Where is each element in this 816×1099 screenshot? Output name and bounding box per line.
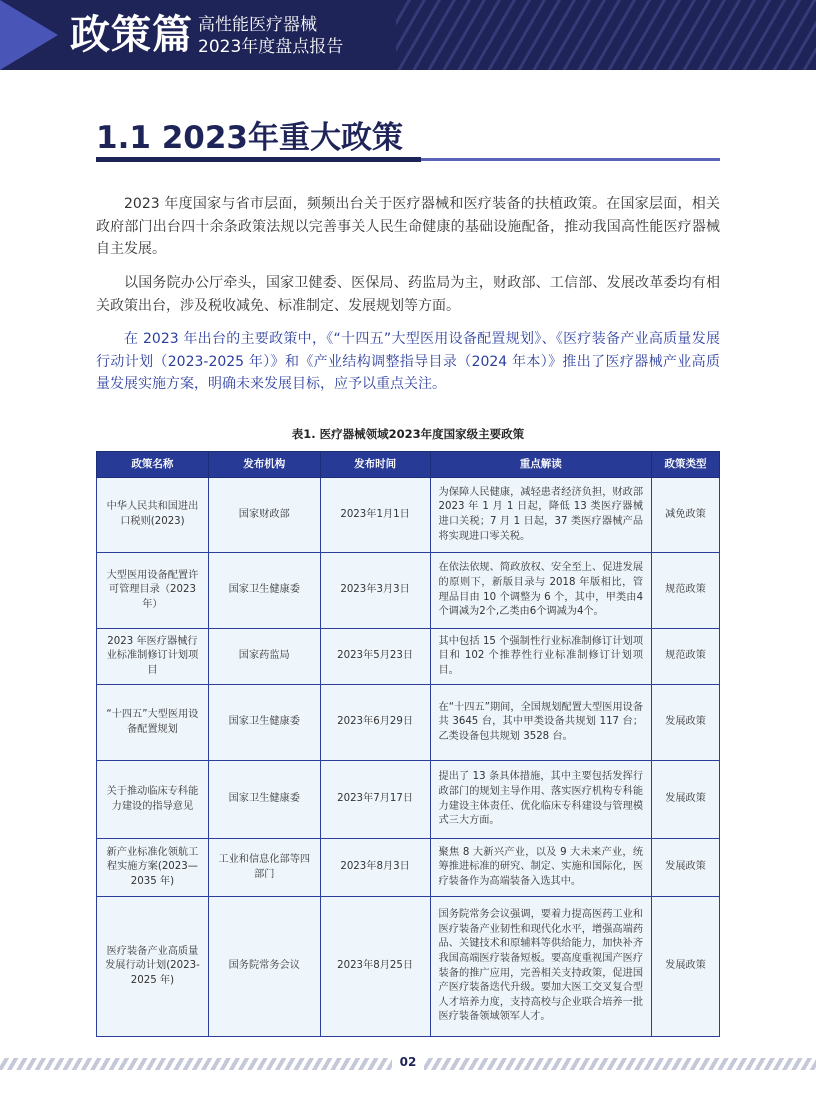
section-rule-accent	[96, 157, 421, 162]
cell-interpretation: 在依法依规、简政放权、安全至上、促进发展的原则下，新版目录与 2018 年版相比，管理品目由 10 个调整为 6 个，其中，甲类由4个调减为2个,乙类由6个调减为4个。	[430, 553, 652, 629]
table-row	[97, 553, 720, 629]
cell-policy-type: 减免政策	[652, 478, 720, 553]
cell-policy-name: 医疗装备产业高质量发展行动计划(2023-2025 年)	[97, 897, 209, 1037]
header-banner	[0, 0, 816, 70]
banner-title: 政策篇	[70, 12, 193, 58]
table-row	[97, 478, 720, 553]
page-number: 02	[399, 1055, 417, 1069]
banner-arrow-icon	[0, 0, 58, 70]
paragraph-2: 以国务院办公厅牵头，国家卫健委、医保局、药监局为主，财政部、工信部、发展改革委均有相关政策出台，涉及税收减免、标准制定、发展规划等方面。	[96, 275, 720, 314]
cell-policy-type: 发展政策	[652, 685, 720, 761]
cell-agency: 国家卫生健康委	[208, 553, 320, 629]
cell-policy-name: 关于推动临床专科能力建设的指导意见	[97, 761, 209, 839]
banner-stripe-decoration	[396, 0, 816, 70]
cell-date: 2023年5月23日	[320, 629, 430, 685]
policy-table	[96, 451, 720, 1037]
cell-interpretation: 提出了 13 条具体措施，其中主要包括发挥行政部门的规划主导作用、落实医疗机构专科能力建设主体责任、优化临床专科建设与管理模式三大方面。	[430, 761, 652, 839]
table-row	[97, 839, 720, 897]
cell-date: 2023年8月25日	[320, 897, 430, 1037]
section-title: 1.1 2023年重大政策	[96, 120, 403, 156]
banner-subtitle	[198, 14, 343, 58]
cell-policy-type: 发展政策	[652, 839, 720, 897]
cell-policy-type: 规范政策	[652, 553, 720, 629]
header-date: 发布时间	[320, 452, 430, 478]
table-row	[97, 897, 720, 1037]
cell-interpretation: 为保障人民健康，减轻患者经济负担，财政部 2023 年 1 月 1 日起，降低 13 类医疗器械进口关税；7 月 1 日起，37 类医疗器械产品将实现进口零关税。	[430, 478, 652, 553]
header-policy-name: 政策名称	[97, 452, 209, 478]
banner-subtitle-line2: 2023年度盘点报告	[198, 37, 344, 57]
paragraph-1: 2023 年度国家与省市层面，频频出台关于医疗器械和医疗装备的扶植政策。在国家层面，相关政府部门出台四十余条政策法规以完善事关人民生命健康的基础设施配备，推动我国高性能医疗器械自主发展。	[96, 196, 720, 257]
cell-policy-name: 大型医用设备配置许可管理目录（2023 年）	[97, 553, 209, 629]
cell-interpretation: 在“十四五”期间，全国规划配置大型医用设备共 3645 台，其中甲类设备共规划 117 台；乙类设备包共规划 3528 台。	[430, 685, 652, 761]
cell-agency: 国家卫生健康委	[208, 685, 320, 761]
cell-date: 2023年1月1日	[320, 478, 430, 553]
header-interpretation: 重点解读	[430, 452, 652, 478]
cell-agency: 工业和信息化部等四部门	[208, 839, 320, 897]
header-agency: 发布机构	[208, 452, 320, 478]
cell-interpretation: 聚焦 8 大新兴产业，以及 9 大未来产业，统筹推进标准的研究、制定、实施和国际化，医疗装备作为高端装备入选其中。	[430, 839, 652, 897]
cell-agency: 国务院常务会议	[208, 897, 320, 1037]
cell-policy-name: 新产业标准化领航工程实施方案(2023—2035 年)	[97, 839, 209, 897]
cell-policy-name: 中华人民共和国进出口税则(2023)	[97, 478, 209, 553]
paragraph-3: 在 2023 年出台的主要政策中，《“十四五”大型医用设备配置规划》、《医疗装备产业高质量发展行动计划（2023-2025 年）》和《产业结构调整指导目录（2024 年本）》推出了医疗器械产业高质量发展实施方案，明确未来发展目标，应予以重点关注。	[96, 331, 720, 392]
table-row	[97, 685, 720, 761]
cell-policy-type: 发展政策	[652, 761, 720, 839]
banner-subtitle-line1: 高性能医疗器械	[198, 15, 317, 35]
table-header-row	[97, 452, 720, 478]
table-row	[97, 761, 720, 839]
footer-stripe-right	[424, 1058, 816, 1070]
cell-policy-name: 2023 年医疗器械行业标准制修订计划项目	[97, 629, 209, 685]
cell-agency: 国家药监局	[208, 629, 320, 685]
cell-date: 2023年7月17日	[320, 761, 430, 839]
cell-date: 2023年8月3日	[320, 839, 430, 897]
table-caption: 表1. 医疗器械领域2023年度国家级主要政策	[291, 427, 525, 441]
footer-stripe-left	[0, 1058, 392, 1070]
table-row	[97, 629, 720, 685]
cell-date: 2023年6月29日	[320, 685, 430, 761]
cell-date: 2023年3月3日	[320, 553, 430, 629]
cell-policy-name: “十四五”大型医用设备配置规划	[97, 685, 209, 761]
cell-agency: 国家卫生健康委	[208, 761, 320, 839]
cell-interpretation: 其中包括 15 个强制性行业标准制修订计划项目和 102 个推荐性行业标准制修订计划项目。	[430, 629, 652, 685]
header-policy-type: 政策类型	[652, 452, 720, 478]
cell-policy-type: 规范政策	[652, 629, 720, 685]
cell-interpretation: 国务院常务会议强调，要着力提高医药工业和医疗装备产业韧性和现代化水平，增强高端药品、关键技术和原辅料等供给能力，加快补齐我国高端医疗装备短板。要高度重视国产医疗装备的推广应用，完善相关支持政策，促进国产医疗装备迭代升级。要加大医工交叉复合型人才培养力度，支持高校与企业联合培养一批医疗装备领域领军人才。	[430, 897, 652, 1037]
cell-policy-type: 发展政策	[652, 897, 720, 1037]
cell-agency: 国家财政部	[208, 478, 320, 553]
